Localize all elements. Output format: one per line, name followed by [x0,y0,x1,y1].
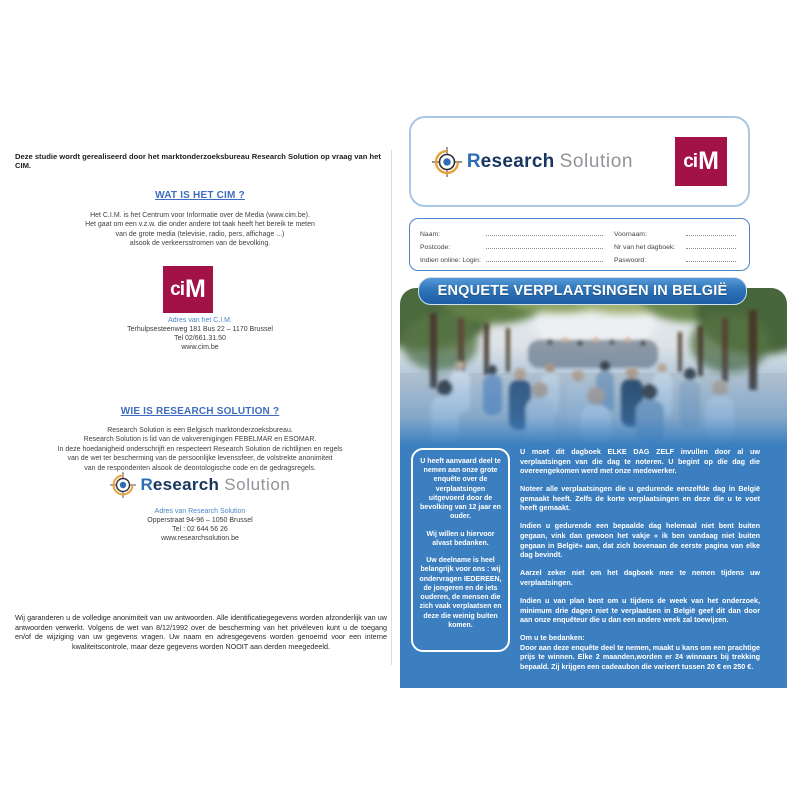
instruction-paragraph-1: U moet dit dagboek ELKE DAG ZELF invullen door al uw verplaatsingen van die dag te noteren. U begint op die dag die overeengekomen werd met onze medewerker. [520,447,760,476]
form-row [420,251,739,264]
privacy-footnote: Wij garanderen u de volledige anonimiteit van uw antwoorden. Alle identificatiegegevens worden afzonderlijk van uw antwoorden verwerkt. Volgens de wet van 8/12/1992 over de bescherming van het privéleven kunt u de toegang en/of de wijziging van uw gegevens vragen. Uw naam en adresgegevens worden genoemd voor een interne kwaliteitscontrole, maar deze gegevens worden NOOIT aan derden meegedeeld. [15,613,387,651]
password-field-line [686,261,736,262]
postcode-field-label: Postcode: [420,244,451,251]
thank-you-paragraph: Wij willen u hiervoor alvast bedanken. [426,530,495,547]
name-field-label: Naam: [420,231,441,238]
firstname-field-line [686,235,736,236]
participation-paragraph: Uw deelname is heel belangrijk voor ons : wij ondervragen IEDEREEN, de jongeren en de iets ouderen, de mensen die zich vaak verplaatsen en deze die weinig buiten komen. [419,557,502,629]
cim-address-label: Adres van het C.I.M. [168,317,232,324]
cim-address-lines: Terhulpsesteenweg 181 Bus 22 – 1170 Brussel Tel 02/661.31.50 www.cim.be [127,326,273,351]
title-banner [418,277,747,305]
cim-section-body: Het C.I.M. is het Centrum voor Informatie over de Media (www.cim.be). Het gaat om een v.z.w. die onder andere tot taak heeft het bereik te meten van de grote media (televisie, radio, pers, affichage ...) alsook de verkeersstromen van de bevolking. [85,212,315,248]
firstname-field-label: Voornaam: [613,231,647,238]
welcome-box [411,448,510,652]
postcode-field-line [486,248,603,249]
respondent-form [409,218,750,271]
name-field-line [486,235,603,236]
street-crowd-illustration [400,288,787,445]
instruction-paragraph-2: Noteer alle verplaatsingen die u gedurende eenzelfde dag in België gemaakt heeft. Zelfs de korte verplaatsingen en deze die u te voet heeft gemaakt. [520,484,760,513]
fold-line [391,150,392,665]
password-field-label: Paswoord: [613,257,647,264]
instruction-paragraph-5: Indien u van plan bent om u tijdens de week van het onderzoek, minimum drie dagen niet te verplaatsen in België geef dit dan door aan onze enquêteur die u dan een andere week zal toewijzen. [520,595,760,625]
rs-address-label: Adres van Research Solution [154,508,246,515]
diary-instructions [520,447,760,680]
reward-heading: Om u te bedanken: [520,633,585,643]
header-logo-box [409,116,750,207]
research-solution-logo: Research Solution [10,472,390,498]
welcome-paragraph: U heeft aanvaard deel te nemen aan onze grote enquête over de verplaatsingen uitgevoerd door de bevolking van 12 jaar en ouder. [420,458,501,521]
login-field-label: Indien online: Login: [420,257,481,264]
cim-logo: ci M [675,137,727,186]
form-row [420,225,739,238]
survey-title: ENQUETE VERPLAATSINGEN IN BELGIË [437,283,728,299]
instruction-paragraph-4: Aarzel zeker niet om het dagboek mee te nemen tijdens uw verplaatsingen. [520,568,760,587]
cim-logo-text: ci [170,279,185,300]
cim-section-heading: WAT IS HET CIM ? [155,190,245,201]
cim-logo: ci M [163,266,213,313]
crosshair-target-icon [110,472,136,498]
rs-section-body: Research Solution is een Belgisch marktonderzoeksbureau. Research Solution is lid van de vakverenigingen FEBELMAR en ESOMAR. In deze hoedanigheid onderschrijft en respecteert Research Solution de richtlijnen en regels van de wet ter bescherming van de persoonlijke levenssfeer, de volstrekte anonimiteit van de respondenten alsook de deontologische code en de gedragsregels. [57,427,343,472]
diary-number-field-line [686,248,736,249]
research-solution-logo: Research Solution [432,147,633,177]
rs-address [10,507,390,543]
login-field-line [486,261,603,262]
instruction-paragraph-3: Indien u gedurende een bepaalde dag helemaal niet bent buiten gegaan, vink dan gewoon het vakje « ik ben vandaag niet buiten gegaan in België» aan, dat zich bovenaan de eerste pagina van elke dag bevindt. [520,521,760,560]
rs-address-lines: Opperstraat 94-96 – 1050 Brussel Tel : 02 644 56 26 www.researchsolution.be [147,517,253,542]
crosshair-target-icon [432,147,462,177]
reward-paragraph: Door aan deze enquête deel te nemen, maakt u kans om een prachtige prijs te winnen. Elke 2 maanden,worden er 24 winnaars bij trekking bepaald. Zij krijgen een cadeaubon die varieert tussen 20 € en 250 €. [520,642,760,671]
cim-address [10,316,390,352]
form-row [420,238,739,251]
intro-text: Deze studie wordt gerealiseerd door het marktonderzoeksbureau Research Solution op vraag van het CIM. [15,152,381,171]
diary-number-field-label: Nr van het dagboek: [613,244,676,251]
street-crowd-photo [400,288,787,445]
rs-section-heading: WIE IS RESEARCH SOLUTION ? [120,406,280,417]
front-cover-page [400,0,800,800]
